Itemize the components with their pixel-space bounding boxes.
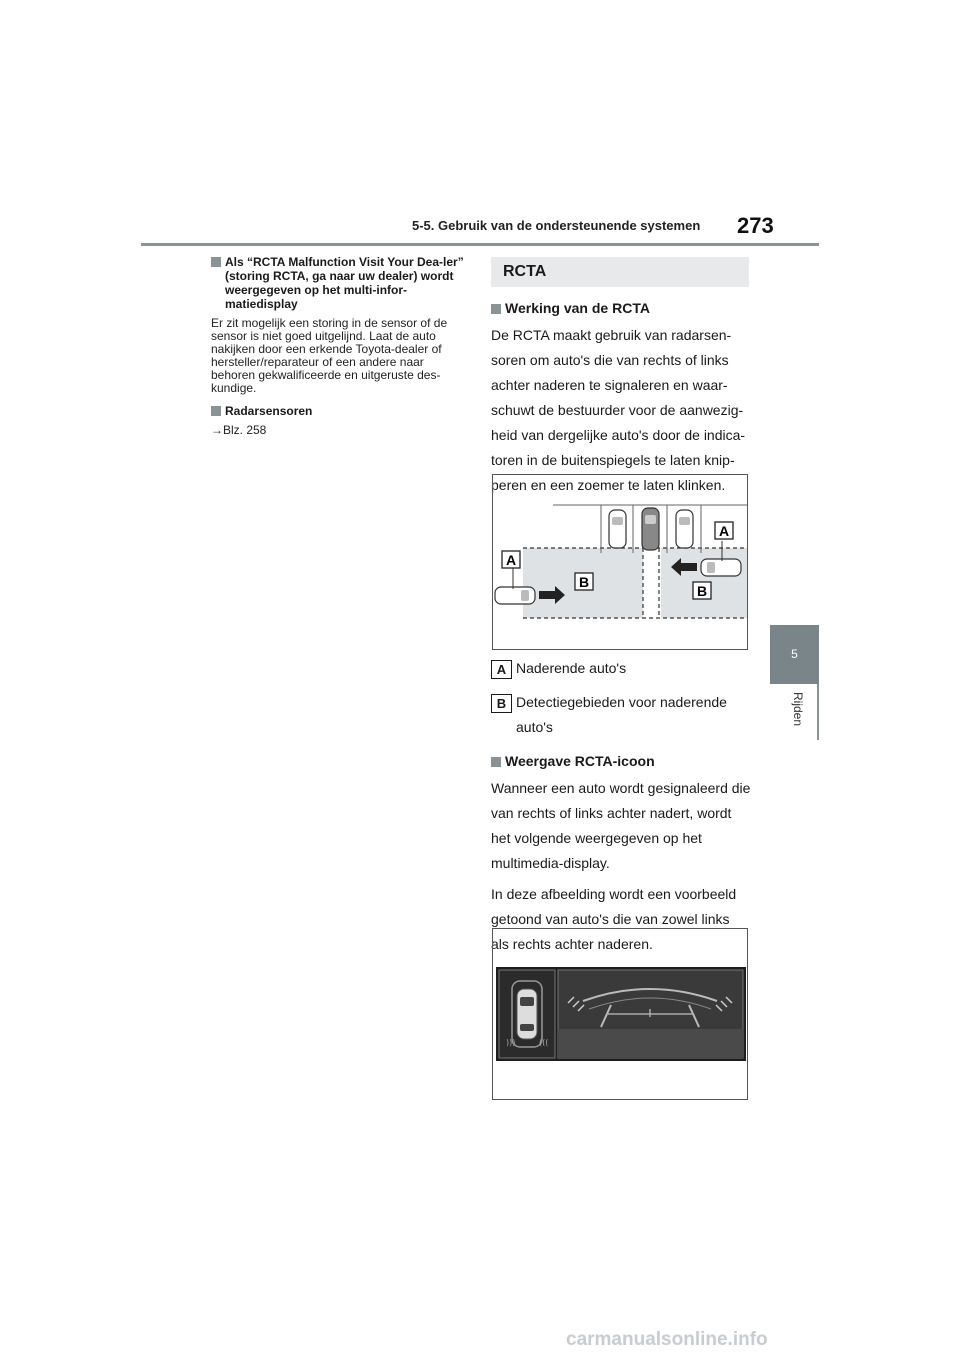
malfunction-heading	[211, 255, 466, 311]
header-rule	[141, 243, 819, 246]
label-b-right: B	[696, 583, 708, 599]
rcta-left-indicator-icon: )))	[506, 1038, 516, 1047]
approaching-car-right-icon	[701, 559, 741, 576]
display-heading-text: Weergave RCTA-icoon	[505, 753, 655, 769]
right-column	[491, 257, 751, 498]
parked-car-icon	[676, 510, 693, 548]
operation-body: De RCTA maakt gebruik van radarsen-soren om auto's die van rechts of links achter naderen te signaleren en waar-schuwt de bestuurder voor de aanwezig-heid van dergelijke auto's door de indica-toren in de buitenspiegels te laten knip-peren en een zoemer te laten klinken.	[491, 327, 746, 493]
chapter-tab: 5	[770, 625, 819, 684]
chapter-title: Rijden	[791, 692, 805, 727]
radar-sensors-heading	[211, 404, 466, 418]
malfunction-body: Er zit mogelijk een storing in de sensor of de sensor is niet goed uitgelijnd. Laat de auto nakijken door een erkende Toyota-dealer of hersteller/reparateur of een andere naar behoren gekwalificeerde en uitgeruste des-kundige.	[211, 316, 448, 395]
parking-diagram	[493, 475, 747, 649]
figure-legend-and-display-section	[491, 656, 751, 957]
legend-key-b: B	[491, 694, 512, 713]
label-b-left: B	[578, 574, 590, 590]
bullet-square-icon	[491, 757, 501, 767]
left-column	[211, 255, 466, 446]
operation-heading	[491, 299, 751, 317]
bullet-square-icon	[211, 257, 221, 267]
radar-sensors-heading-text: Radarsensoren	[225, 404, 313, 418]
legend-text-a: Naderende auto's	[516, 660, 627, 676]
header-section-title: 5-5. Gebruik van de ondersteunende systemen	[412, 218, 701, 233]
rcta-detection-figure	[492, 474, 748, 650]
section-title: RCTA	[503, 263, 547, 280]
label-a-right: A	[718, 523, 730, 539]
vehicle-icon	[517, 989, 537, 1039]
section-title-bar	[491, 257, 749, 287]
legend-key-a: A	[491, 660, 512, 679]
label-a-left: A	[505, 552, 517, 568]
watermark: carmanualsonline.info	[566, 1329, 768, 1350]
legend-item-b	[491, 690, 751, 740]
page-number: 273	[737, 213, 774, 238]
parked-car-icon	[609, 510, 626, 548]
chapter-tab-bar	[817, 684, 819, 740]
rcta-right-indicator-icon: (((	[539, 1038, 549, 1047]
malfunction-heading-text: Als “RCTA Malfunction Visit Your Dea-ler” (storing RCTA, ga naar uw dealer) wordt weergegeven op het multi-infor-matiedisplay	[225, 255, 464, 311]
multimedia-display-illustration	[493, 929, 747, 1099]
page-reference-link[interactable]: →Blz. 258	[211, 423, 267, 437]
reversing-car-icon	[642, 508, 659, 550]
legend-text-b: Detectiegebieden voor naderende auto's	[516, 694, 727, 735]
display-heading	[491, 752, 751, 770]
approaching-car-left-icon	[495, 587, 535, 604]
operation-heading-text: Werking van de RCTA	[505, 300, 650, 316]
multimedia-display-figure	[492, 928, 748, 1100]
bullet-square-icon	[211, 406, 221, 416]
bullet-square-icon	[491, 304, 501, 314]
example-body: In deze afbeelding wordt een voorbeeld getoond van auto's die van zowel links als rechts achter naderen.	[491, 886, 737, 952]
display-body: Wanneer een auto wordt gesignaleerd die van rechts of links achter nadert, wordt het volgende weergegeven op het multimedia-display.	[491, 780, 751, 871]
legend-item-a	[491, 656, 751, 681]
